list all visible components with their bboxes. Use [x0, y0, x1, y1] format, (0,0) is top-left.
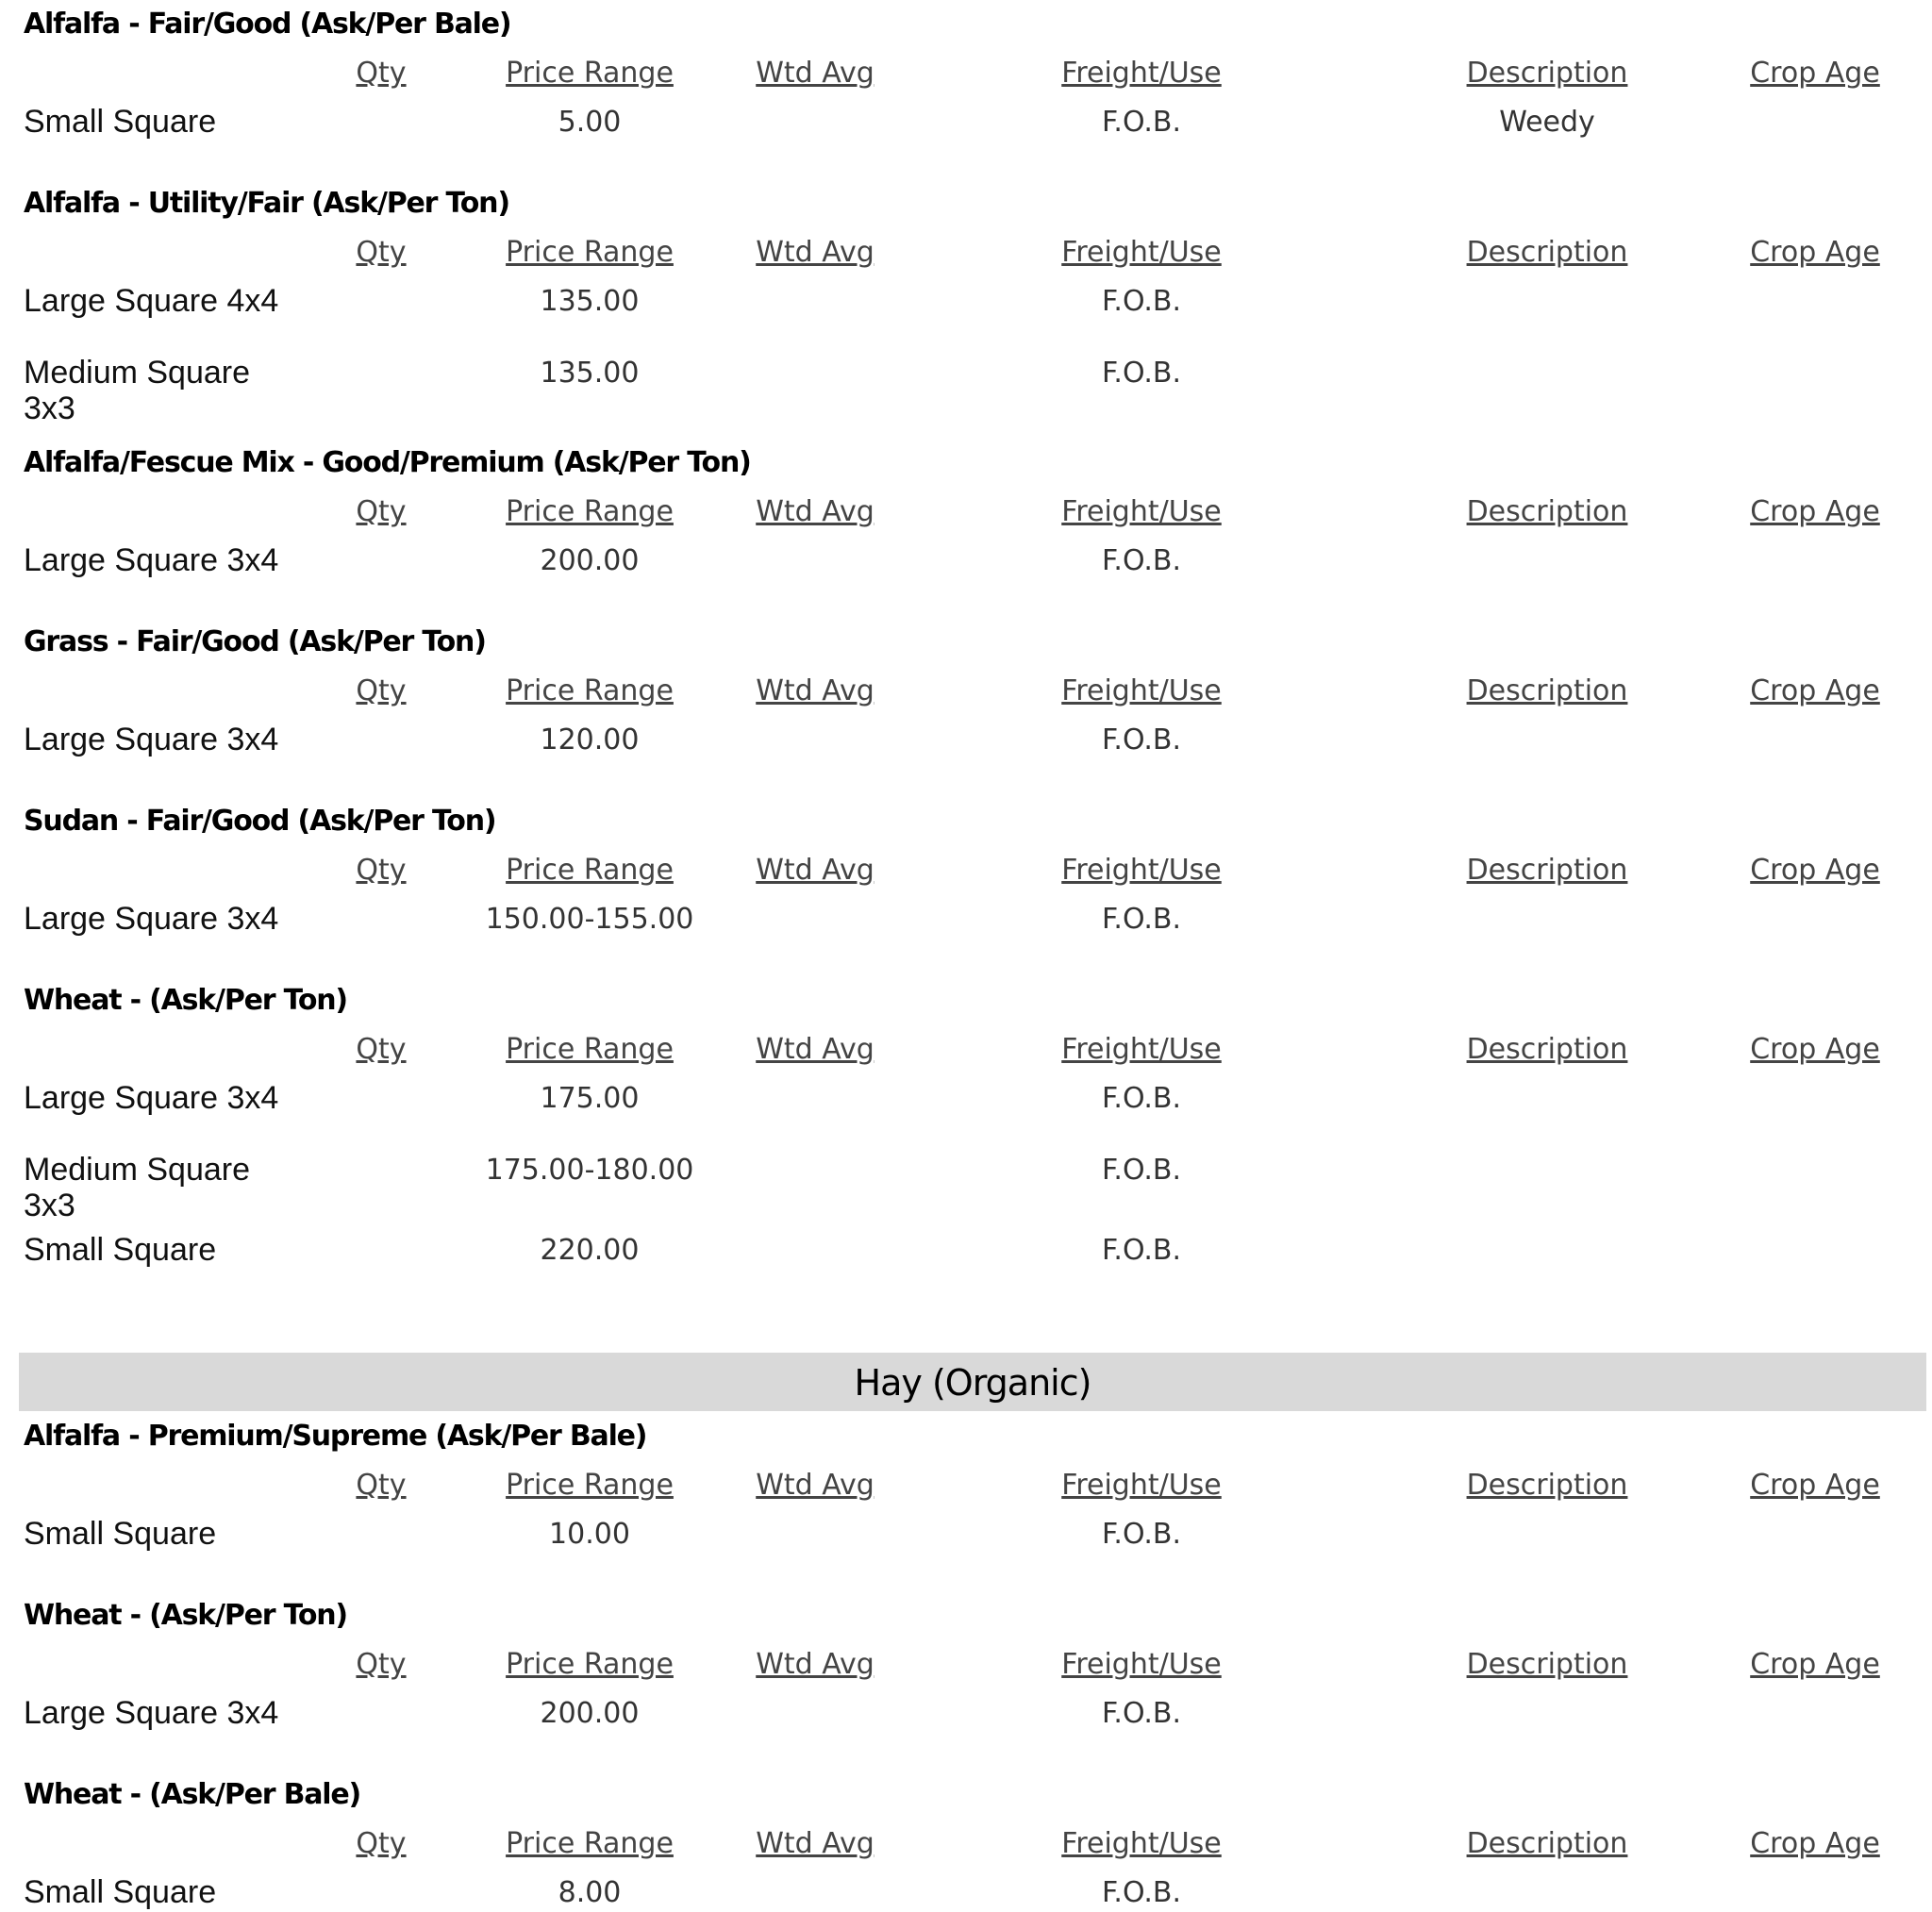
col-header-description: Description — [1466, 1033, 1628, 1066]
group-title: Alfalfa - Utility/Fair (Ask/Per Ton) — [24, 187, 509, 220]
row-label: Small Square — [24, 1516, 217, 1552]
col-header-description: Description — [1466, 1827, 1628, 1860]
col-header-wtd-avg: Wtd Avg — [756, 854, 874, 887]
col-header-crop-age: Crop Age — [1750, 236, 1880, 269]
section-title: Hay (Organic) — [854, 1362, 1091, 1404]
col-header-description: Description — [1466, 674, 1628, 707]
col-header-crop-age: Crop Age — [1750, 674, 1880, 707]
col-header-wtd-avg: Wtd Avg — [756, 1648, 874, 1681]
col-header-freight-use: Freight/Use — [1061, 1827, 1222, 1860]
col-header-description: Description — [1466, 495, 1628, 528]
col-header-price-range: Price Range — [506, 495, 674, 528]
col-header-qty: Qty — [356, 57, 407, 90]
group-title: Alfalfa/Fescue Mix - Good/Premium (Ask/Per Ton) — [24, 446, 751, 479]
group-title: Grass - Fair/Good (Ask/Per Ton) — [24, 625, 486, 658]
row-label: Small Square — [24, 1874, 217, 1910]
freight-use-cell: F.O.B. — [1101, 357, 1182, 390]
freight-use-cell: F.O.B. — [1101, 1518, 1182, 1551]
col-header-crop-age: Crop Age — [1750, 1033, 1880, 1066]
price-range-cell: 150.00-155.00 — [485, 903, 694, 936]
price-range-cell: 175.00 — [540, 1082, 640, 1115]
freight-use-cell: F.O.B. — [1101, 723, 1182, 756]
col-header-price-range: Price Range — [506, 57, 674, 90]
price-range-cell: 10.00 — [549, 1518, 630, 1551]
col-header-crop-age: Crop Age — [1750, 1469, 1880, 1502]
price-range-cell: 220.00 — [540, 1234, 640, 1267]
col-header-qty: Qty — [356, 1827, 407, 1860]
freight-use-cell: F.O.B. — [1101, 1234, 1182, 1267]
group-title: Wheat - (Ask/Per Bale) — [24, 1778, 361, 1811]
group-title: Alfalfa - Fair/Good (Ask/Per Bale) — [24, 8, 511, 41]
price-range-cell: 200.00 — [540, 1697, 640, 1730]
col-header-price-range: Price Range — [506, 1469, 674, 1502]
col-header-wtd-avg: Wtd Avg — [756, 1827, 874, 1860]
col-header-wtd-avg: Wtd Avg — [756, 57, 874, 90]
description-cell: Weedy — [1499, 106, 1595, 139]
col-header-description: Description — [1466, 1648, 1628, 1681]
col-header-qty: Qty — [356, 1469, 407, 1502]
col-header-price-range: Price Range — [506, 1033, 674, 1066]
freight-use-cell: F.O.B. — [1101, 285, 1182, 318]
col-header-freight-use: Freight/Use — [1061, 57, 1222, 90]
col-header-description: Description — [1466, 236, 1628, 269]
row-label: Small Square — [24, 104, 217, 140]
col-header-crop-age: Crop Age — [1750, 1827, 1880, 1860]
col-header-freight-use: Freight/Use — [1061, 1469, 1222, 1502]
col-header-price-range: Price Range — [506, 1648, 674, 1681]
col-header-description: Description — [1466, 1469, 1628, 1502]
row-label: Large Square 3x4 — [24, 1080, 279, 1116]
price-range-cell: 8.00 — [558, 1876, 622, 1909]
col-header-description: Description — [1466, 854, 1628, 887]
col-header-price-range: Price Range — [506, 854, 674, 887]
price-range-cell: 200.00 — [540, 544, 640, 577]
freight-use-cell: F.O.B. — [1101, 1154, 1182, 1187]
row-label: Large Square 3x4 — [24, 1695, 279, 1731]
col-header-wtd-avg: Wtd Avg — [756, 495, 874, 528]
price-range-cell: 120.00 — [540, 723, 640, 756]
col-header-wtd-avg: Wtd Avg — [756, 674, 874, 707]
col-header-qty: Qty — [356, 1648, 407, 1681]
group-title: Wheat - (Ask/Per Ton) — [24, 1599, 347, 1632]
row-label: Medium Square 3x3 — [24, 1152, 251, 1223]
row-label: Large Square 3x4 — [24, 542, 279, 578]
freight-use-cell: F.O.B. — [1101, 544, 1182, 577]
col-header-crop-age: Crop Age — [1750, 1648, 1880, 1681]
group-title: Wheat - (Ask/Per Ton) — [24, 984, 347, 1017]
col-header-crop-age: Crop Age — [1750, 57, 1880, 90]
row-label: Medium Square 3x3 — [24, 355, 251, 426]
freight-use-cell: F.O.B. — [1101, 1082, 1182, 1115]
col-header-crop-age: Crop Age — [1750, 495, 1880, 528]
col-header-freight-use: Freight/Use — [1061, 1033, 1222, 1066]
col-header-crop-age: Crop Age — [1750, 854, 1880, 887]
col-header-price-range: Price Range — [506, 1827, 674, 1860]
row-label: Large Square 3x4 — [24, 901, 279, 937]
freight-use-cell: F.O.B. — [1101, 903, 1182, 936]
group-title: Alfalfa - Premium/Supreme (Ask/Per Bale) — [24, 1420, 647, 1453]
col-header-qty: Qty — [356, 495, 407, 528]
freight-use-cell: F.O.B. — [1101, 1876, 1182, 1909]
col-header-wtd-avg: Wtd Avg — [756, 1033, 874, 1066]
col-header-qty: Qty — [356, 236, 407, 269]
section-header-organic — [19, 1353, 1926, 1411]
col-header-wtd-avg: Wtd Avg — [756, 236, 874, 269]
col-header-price-range: Price Range — [506, 674, 674, 707]
row-label: Small Square — [24, 1232, 217, 1268]
price-range-cell: 135.00 — [540, 357, 640, 390]
price-range-cell: 135.00 — [540, 285, 640, 318]
col-header-freight-use: Freight/Use — [1061, 236, 1222, 269]
group-title: Sudan - Fair/Good (Ask/Per Ton) — [24, 805, 496, 838]
col-header-qty: Qty — [356, 674, 407, 707]
col-header-freight-use: Freight/Use — [1061, 495, 1222, 528]
price-range-cell: 5.00 — [558, 106, 622, 139]
col-header-freight-use: Freight/Use — [1061, 674, 1222, 707]
col-header-qty: Qty — [356, 854, 407, 887]
col-header-freight-use: Freight/Use — [1061, 1648, 1222, 1681]
freight-use-cell: F.O.B. — [1101, 1697, 1182, 1730]
col-header-qty: Qty — [356, 1033, 407, 1066]
col-header-wtd-avg: Wtd Avg — [756, 1469, 874, 1502]
row-label: Large Square 3x4 — [24, 722, 279, 757]
row-label: Large Square 4x4 — [24, 283, 279, 319]
price-range-cell: 175.00-180.00 — [485, 1154, 694, 1187]
freight-use-cell: F.O.B. — [1101, 106, 1182, 139]
col-header-description: Description — [1466, 57, 1628, 90]
col-header-price-range: Price Range — [506, 236, 674, 269]
col-header-freight-use: Freight/Use — [1061, 854, 1222, 887]
